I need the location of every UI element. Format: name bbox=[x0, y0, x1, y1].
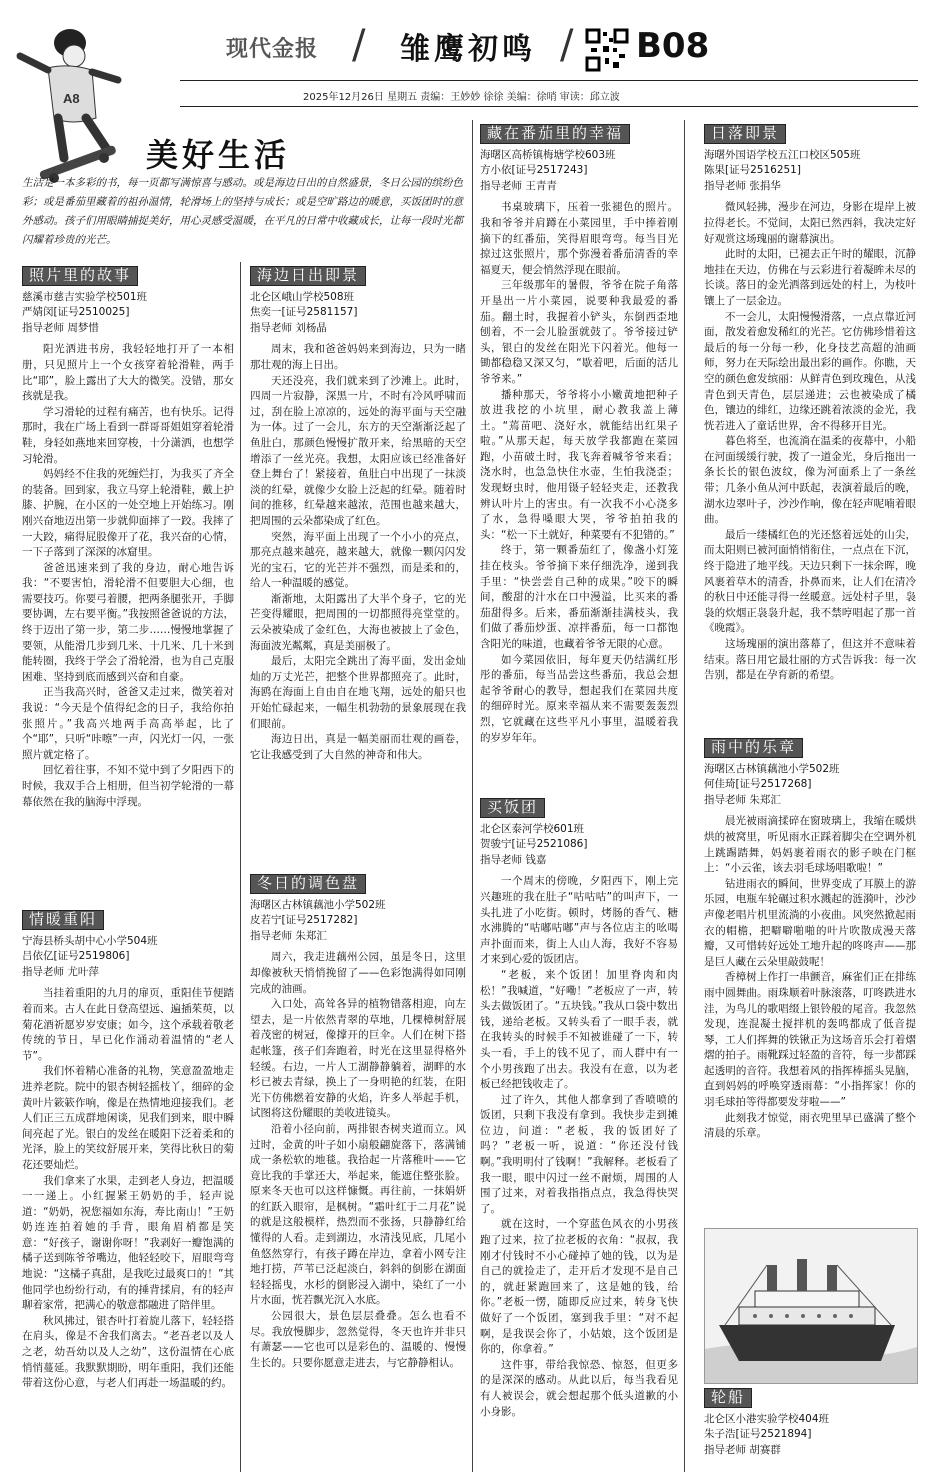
article-seaside-sunrise bbox=[250, 264, 466, 864]
article-teacher: 指导老师 胡赛群 bbox=[704, 1443, 781, 1456]
article-paragraph: 就在这时，一个穿蓝色风衣的小男孩跑了过来，拉了拉老板的衣角：“叔叔，我刚才付钱时不小心碰掉了她的钱，以为是自己的就捡走了，走开后才发现不是自己的，就赶紧跑回来了，这是她的钱，给你。”老板一愣，随即反应过来，转身飞快做好了一个饭团，塞到我手里：“对不起啊，是我误会你了，小姑娘，这个饭团是你的，你拿着。” bbox=[480, 1218, 678, 1356]
article-title: 买饭团 bbox=[480, 798, 545, 818]
article-school: 宁海县桥头胡中心小学504班 bbox=[22, 934, 158, 947]
column-rule bbox=[684, 120, 685, 1472]
article-paragraph: 渐渐地，太阳露出了大半个身子，它的光芒变得耀眼，把周围的一切都照得亮堂堂的。云朵被染成了金红色，大海也被披上了金色，海面波光粼粼，真是美丽极了。 bbox=[250, 592, 466, 652]
article-paragraph: 暮色将至，也流淌在温柔的夜幕中，小船在河面缓缓行驶，拨了一道金光，身后拖出一条长长的银色波纹，像为河面系上了一条丝带；几条小鱼从河中跃起，表演着最后的晚，湖水边翠叶子，沙沙作响，像在轻声呢喃着眼曲。 bbox=[704, 435, 916, 526]
article-paragraph: 一个周末的傍晚，夕阳西下，刚上完兴趣班的我在肚子“咕咕咕”的叫声下，一头扎进了小吃街。顿时，烤肠的香气、糖水沸腾的“咕嘟咕嘟”声与各位店主的吆喝声扑面而来，街上人山人海，我好不容易才来到心爱的饭团店。 bbox=[480, 875, 678, 966]
feature-title: 美好生活 bbox=[146, 136, 291, 174]
masthead-rule bbox=[180, 80, 918, 81]
article-paragraph: 这件事，带给我惊恐、惊怒，但更多的是深深的感动。从此以后，每当我看见有人被误会，就会想起那个低头道歉的小小身影。 bbox=[480, 1358, 678, 1418]
article-tomato-happiness bbox=[480, 122, 678, 792]
article-teacher: 指导老师 王青青 bbox=[480, 179, 557, 192]
article-title: 日落即景 bbox=[704, 124, 786, 144]
article-paragraph: 钻进雨衣的瞬间，世界变成了耳膜上的游乐园，电瓶车轮碾过积水溅起的涟漪叶，沙沙声像老唱片机里流淌的小夜曲。风突然掀起雨衣的帽檐，把噼噼啪啪的叶片吹散成漫天落瓣，又可惜转好远处工地升起的咚咚声——那是巨人藏在云朵里敲鼓呢！ bbox=[704, 877, 916, 968]
article-winter-palette bbox=[250, 872, 466, 1474]
article-school: 北仑区泰河学校601班 bbox=[480, 822, 585, 835]
article-school: 海曙区古林镇藕池小学502班 bbox=[250, 898, 386, 911]
article-buying-rice-ball bbox=[480, 796, 678, 1474]
article-paragraph: 三年级那年的暑假，爷爷在院子角落开垦出一片小菜园，说要种我最爱的番茄。翻土时，我握着小铲头，东倒西歪地刨着，不一会儿脸蛋就鼓了。爷爷接过铲头，银白的发丝在阳光下闪着光。他每一锄都稳稳又深又匀，“歇着吧，后面的活儿爷爷来。” bbox=[480, 279, 678, 385]
article-paragraph: 我们拿来了水果，走到老人身边，把温暖一一递上。小红握紧王奶奶的手，轻声说道：“奶奶，祝您福如东海，寿比南山！”王奶奶连连拍着她的手背，眼角眉梢都是笑意：“好孩子，谢谢你呀！”我剥好一瓣饱满的橘子送到陈爷爷嘴边，他轻轻咬下，眉眼弯弯地说：“这橘子真甜，是我吃过最爽口的！”其他同学也纷纷行动，有的捶背揉肩，有的轻声聊着家常，把满心的敬意都融进了陪伴里。 bbox=[22, 1174, 234, 1312]
article-paragraph: “老板，来个饭团！加里脊肉和肉松！”我喊道，“好嘞！”老板应了一声，转头去做饭团了。“五块钱。”我从口袋中数出钱，递给老板。又转头看了一眼手表，就在我转头的时候手不知被谁碰了一下，转头一看，手上的钱不见了，而人群中有一个小男孩跑了出去。我没有在意，以为老板已经把钱收走了。 bbox=[480, 968, 678, 1091]
article-paragraph: 最后一缕橘红色的光还悠着远处的山尖，而太阳则已被河面悄悄衔住，一点点在下沉，终于隐进了地平线。天边只剩下一抹余晖，晚风裹着草木的清香，扑鼻而来，让人们在清冷的秋日中还能寻得一丝暖意。远处村子里，袅袅的炊烟正袅袅升起，我不禁哼唱起了那一首《晚霞》。 bbox=[704, 528, 916, 635]
article-paragraph: 突然，海平面上出现了一个小小的亮点，那亮点越来越亮，越来越大，就像一颗闪闪发光的宝石，它的光芒并不强烈，而是柔和的，给人一种温暖的感觉。 bbox=[250, 530, 466, 590]
article-paragraph: 海边日出，真是一幅美丽而壮观的画卷，它让我感受到了大自然的神奇和伟大。 bbox=[250, 733, 466, 761]
article-school: 海曙区高桥镇梅塘学校603班 bbox=[480, 148, 616, 161]
article-paragraph: 香樟树上作打一串颤音，麻雀们正在排练雨中圆舞曲。雨珠顺着叶脉滚落，叮咚跌进水洼，为鸟儿的歌唱缀上银铃般的尾音。我忽然发现，连混凝土搅拌机的轰鸣都成了低音提琴，工人们挥舞的铁锹正为这场音乐会打着熠熠的拍子。雨靴踩过轻盈的音符，每一步都踩起透明的音符。我想着风的指挥棒摇头晃脑，直到妈妈的呼唤穿透雨幕：“小指挥家！你的羽毛球拍等得都要发芽啦——” bbox=[704, 971, 916, 1109]
ship-drawing-icon bbox=[704, 1228, 918, 1384]
article-ship bbox=[704, 1386, 916, 1472]
article-author: 严婧闵[证号2510025] bbox=[22, 306, 130, 319]
article-paragraph: 当挂着重阳的九月的扉页，重阳佳节便踏着而来。古人在此日登高望远、遍插茱萸，以菊花酒祈愿岁岁安康；如今，这个承载着敬老传统的节日，早已化作涌动着温情的“老人节”。 bbox=[22, 987, 234, 1062]
masthead-divider: / bbox=[352, 22, 366, 68]
article-title: 藏在番茄里的幸福 bbox=[480, 124, 630, 144]
article-teacher: 指导老师 张捐华 bbox=[704, 179, 781, 192]
article-paragraph: 天还没亮，我们就来到了沙滩上。此时，四周一片寂静，深黑一片，不时有冷风呼啸而过，刮在脸上凉凉的，远处的海平面与天空融为一体。过了一会儿，东方的天空渐渐泛起了鱼肚白，那颜色慢慢扩散开来，给黑暗的天空增添了一丝光亮。我想，太阳应该已经准备好登上舞台了！紧接着，鱼肚白中出现了一抹淡淡的红晕，就像少女脸上泛起的红晕。随着时间的推移，红晕越来越浓，范围也越来越大，把周围的云朵都染成了红色。 bbox=[250, 374, 466, 527]
dateline: 2025年12月26日 星期五 责编：王妙妙 徐徐 美编：徐哨 审读：邱立波 bbox=[303, 92, 620, 103]
article-paragraph: 学习滑轮的过程有痛苦，也有快乐。记得那时，我在广场上看到一群哥哥姐姐穿着轮滑鞋，身轻如燕地来回穿梭，十分潇洒，也想学习轮滑。 bbox=[22, 405, 234, 465]
article-paragraph: 爸爸迅速来到了我的身边，耐心地告诉我：“不要害怕，滑轮滑不但要胆大心细，也需要技巧。你要弓着腰，把两条腿张开，手脚要协调，左右要平衡。”我按照爸爸说的方法，终于迈出了第一步，第二步……慢慢地掌握了要领，从能滑几步到几米、十几米、几十米到能转圈，我终于学会了滑轮滑，也为自己克服困难、坚持到底而感到兴奋和自豪。 bbox=[22, 561, 234, 683]
article-title: 海边日出即景 bbox=[250, 266, 366, 286]
article-title: 冬日的调色盘 bbox=[250, 874, 366, 894]
article-paragraph: 如今菜园依旧，每年夏天仍结满红彤彤的番茄，每当品尝这些番茄，我总会想起爷爷耐心的教导，想起我们在菜园共度的细碎时光。原来幸福从来不需要轰轰烈烈，它就藏在这些平凡小事里，温暖着我的岁岁年年。 bbox=[480, 653, 678, 744]
article-paragraph: 秋风拂过，银杏叶打着旋儿落下，轻轻搭在肩头，像是不舍我们离去。“老吾老以及人之老，幼吾幼以及人之幼”，这份温情在心底悄悄蔓延。我默默期盼，明年重阳，我们还能带着这份心意，与老人们再赴一场温暖的约。 bbox=[22, 1314, 234, 1390]
article-paragraph: 我们怀着精心准备的礼物，笑意盈盈地走进养老院。院中的银杏树轻摇枝丫，细碎的金黄叶片簌簌作响，像是在热情地迎接我们。老人们正三五成群地闲谈，见我们到来，眼中瞬间亮起了光。银白的发丝在暖阳下泛着柔和的光泽，脸上的笑纹舒展开来，笑得比秋日的菊花还要灿烂。 bbox=[22, 1065, 234, 1171]
article-paragraph: 周末，我和爸爸妈妈来到海边，只为一睹那壮观的海上日出。 bbox=[250, 343, 466, 371]
article-school: 北仑区小港实验学校404班 bbox=[704, 1412, 830, 1425]
article-teacher: 指导老师 钱嘉 bbox=[480, 853, 547, 866]
article-school: 海曙区古林镇藕池小学502班 bbox=[704, 762, 840, 775]
article-paragraph: 公园很大，景色层层叠叠。怎么也看不尽。我放慢脚步，忽然觉得，冬天也许并非只有萧瑟——它也可以是彩色的、温暖的、慢慢生长的。只要你愿意走进去，与它静静相认。 bbox=[250, 1310, 466, 1369]
article-paragraph: 正当我高兴时，爸爸又走过来，微笑着对我说：“今天是个值得纪念的日子，我给你拍张照片。”我高兴地两手高高举起，比了个“耶”，只听“咔嚓”一声，闪光灯一闪，一张照片就定格了。 bbox=[22, 686, 234, 761]
article-teacher: 指导老师 朱郑汇 bbox=[250, 929, 327, 942]
column-rule bbox=[472, 120, 473, 1472]
skateboarder-illustration-icon bbox=[8, 8, 138, 198]
article-title: 情暖重阳 bbox=[22, 910, 104, 930]
article-teacher: 指导老师 尤叶萍 bbox=[22, 965, 99, 978]
article-paragraph: 妈妈经不住我的死缠烂打，为我买了齐全的装备。回到家，我立马穿上轮滑鞋，戴上护膝、护腕，在小区的一处空地上开始练习。刚刚兴奋地迈出第一步就仰面摔了一跤。我摔了一大跤，痛得屁股像开了花，我兴奋的心情，一下子落到了深深的冰窟里。 bbox=[22, 468, 234, 559]
article-paragraph: 周六，我走进藕州公园，虽是冬日，这里却像被秋天悄悄挽留了——色彩饱满得如同刚完成的油画。 bbox=[250, 951, 466, 995]
article-title: 轮船 bbox=[704, 1388, 752, 1408]
article-paragraph: 沿着小径向前，两排银杏树夹道而立。风过时，金黄的叶子如小扇般翩旋落下，落满铺成一条松软的地毯。我拾起一片落稚叶——它竟比我的手掌还大，举起来，能遮住整张脸。原来冬天也可以这样慷慨。再往前，一抹娟妍的红跃入眼帘，是枫树。“霜叶红于二月花”说的就是这般模样，热烈而不张扬，只静静红给懂得的人看。走到湖边，水清浅见底，几尾小鱼悠然穿行，有孩子蹲在岸边，拿着小网专注地打捞，芦苇已泛起淡白，斜斜的倒影在湖面轻轻摇曳，水杉的倒影浸入湖中，染红了一小片水面，恍若飘光沉入水底。 bbox=[250, 1122, 466, 1307]
article-title: 雨中的乐章 bbox=[704, 738, 803, 758]
feature-intro: 生活是一本多彩的书，每一页都写满惊喜与感动。或是海边日出的自然盛景，冬日公园的缤纷色彩；或是番茄里藏着的祖孙温情，轮滑场上的坚持与成长；或是空旷路边的暖意，买饭团时的意外感动。孩子们用眼睛捕捉美好，用心灵感受温暖，在平凡的日常中收藏成长，让每一段时光都闪耀着珍贵的光芒。 bbox=[22, 177, 463, 246]
article-author: 吕依亿[证号2519806] bbox=[22, 950, 130, 963]
qr-code-icon bbox=[585, 28, 629, 72]
article-paragraph: 晨光被雨滴揉碎在窗玻璃上，我缩在暖烘烘的被窝里，听见雨水正踩着脚尖在空调外机上跳踢踏舞，妈妈裹着雨衣的影子映在门框上：“小云雀，该去羽毛球场唱歌啦！” bbox=[704, 815, 916, 875]
article-author: 何佳琦[证号2517268] bbox=[704, 778, 812, 791]
article-warm-double-ninth bbox=[22, 908, 234, 1474]
article-paragraph: 书桌玻璃下，压着一张褪色的照片。我和爷爷并肩蹲在小菜园里，手中捧着刚摘下的红番茄，笑得眉眼弯弯。每当目光掠过这张照片，那个弥漫着番茄清香的幸福夏天，便会悄然浮现在眼前。 bbox=[480, 201, 678, 276]
article-title: 照片里的故事 bbox=[22, 266, 138, 286]
article-rain-movement bbox=[704, 736, 916, 1220]
section-title: 雏鹰初鸣 bbox=[400, 32, 536, 67]
article-author: 焦奕一[证号2581157] bbox=[250, 306, 358, 319]
paper-name: 现代金报 bbox=[226, 37, 319, 62]
article-paragraph: 这场瑰丽的演出落幕了，但这并不意味着结束。落日用它最壮丽的方式告诉我：每一次告别，都是在孕育新的希望。 bbox=[704, 638, 916, 682]
article-sunset-scene bbox=[704, 122, 916, 732]
article-paragraph: 阳光洒进书房，我轻轻地打开了一本相册，只见照片上一个女孩穿着轮滑鞋，两手比“耶”，脸上露出了大大的微笑。没错，那女孩就是我。 bbox=[22, 343, 234, 403]
page-number: B08 bbox=[636, 26, 710, 66]
article-teacher: 指导老师 周梦惜 bbox=[22, 321, 99, 334]
article-paragraph: 最后，太阳完全跳出了海平面，发出金灿灿的万丈光芒，把整个世界都照亮了。此时，海鸥在海面上自由自在地飞翔，远处的船只也开始忙碌起来，一幅生机勃勃的景象展现在我们眼前。 bbox=[250, 655, 466, 730]
article-paragraph: 此时的太阳，已褪去正午时的耀眼，沉静地挂在天边，仿佛在与云彩进行着凝眸未尽的长谈。落日的金光洒落到远处的村上，为枝叶镶上了一层金边。 bbox=[704, 248, 916, 307]
article-teacher: 指导老师 朱郑汇 bbox=[704, 793, 781, 806]
article-paragraph: 播种那天，爷爷将小小嫩黄地把种子放进我挖的小坑里，耐心教我盖上薄土。“蔫苗吧、浇好水，就能结出红果子啦。”从那天起，每天放学我都跑在菜园跑，小苗破土时，我飞奔着喊爷爷来看；浇水时，也急急快住水壶，生怕我浇歪；发现蚜虫时，他用镊子轻轻夹走，还教我辨认叶片上的害虫。有一次我不小心浇多了水，急得嗓眼大哭，爷爷拍拍我的头：“松一下土就好，种菜要有不犯错的。” bbox=[480, 388, 678, 541]
article-author: 皮若宁[证号2517282] bbox=[250, 914, 358, 927]
article-photo-story bbox=[22, 264, 234, 904]
column-rule bbox=[240, 262, 241, 1472]
article-school: 北仑区峨山学校508班 bbox=[250, 290, 355, 303]
article-school: 慈溪市慈吉实验学校501班 bbox=[22, 290, 148, 303]
article-author: 贺骏宁[证号2521086] bbox=[480, 838, 588, 851]
article-author: 朱子浩[证号2521894] bbox=[704, 1428, 812, 1441]
article-school: 海曙外国语学校五江口校区505班 bbox=[704, 148, 861, 161]
article-teacher: 指导老师 刘杨晶 bbox=[250, 321, 327, 334]
article-author: 陈果[证号2516251] bbox=[704, 164, 801, 177]
masthead-divider: / bbox=[560, 22, 574, 68]
article-paragraph: 此刻我才惊觉，雨衣兜里早已盛满了整个清晨的乐章。 bbox=[704, 1111, 916, 1140]
article-paragraph: 回忆着往事，不知不觉中到了夕阳西下的时候，我双手合上相册，但当初学轮滑的一幕幕依然在我的脑海中浮现。 bbox=[22, 764, 234, 808]
article-paragraph: 微风轻拂，漫步在河边，身影在堤岸上被拉得老长。不觉间，太阳已然西斜，我决定好好观赏这场瑰丽的谢幕演出。 bbox=[704, 201, 916, 245]
article-paragraph: 终于，第一颗番茄红了，像盏小灯笼挂在枝头。爷爷摘下来仔细洗净，递到我手里：“快尝尝自己种的成果。”咬下的瞬间，酸甜的汁水在口中漫溢，比买来的番茄甜得多。后来，番茄渐渐挂满枝头，我们做了番茄炒蛋、凉拌番茄，每一口都饱含阳光的味道，也藏着爷爷无限的心意。 bbox=[480, 544, 678, 650]
skater-jersey-number: A8 bbox=[63, 91, 80, 106]
article-paragraph: 过了许久，其他人都拿到了香喷喷的饭团，只剩下我没有拿到。我快步走到摊位边，问道：“老板，我的饭团好了吗？”老板一听，说道：“你还没付钱啊。”我明明付了钱啊！”我解释。老板看了我一眼，眼中闪过一丝不耐烦，周围的人围了过来，对着我指指点点，我急得快哭了。 bbox=[480, 1093, 678, 1215]
article-paragraph: 不一会儿，太阳慢慢滑落，一点点靠近河面，散发着愈发稀红的光芒。它仿佛珍惜着这最后的每一分每一秒，化身技艺高超的油画师，努力在天际绘出最出彩的画作。你瞧，天空的颜色愈发缤丽：从鲜青色到玫瑰色，从浅青色到天青色，层层递进；云也被染成了橘色，镶边的绯红，边缘还跳着浓淡的金光，我恍若进入了童话世界，舍不得移开目光。 bbox=[704, 310, 916, 432]
article-paragraph: 入口处，高耸各异的植物错落相迎，向左望去，是一片依然青翠的草地，几棵樟树舒展着茂密的树冠，像撑开的巨伞。人们在树下搭起帐篷，孩子们奔跑着，时光在这里显得格外轻缓。右边，一片人工湖静静躺着，湖畔的水杉已被去青绿，换上了一身明艳的红装，在阳光下仿佛燃着安静的火焰，许多人举起手机，试图将这份耀眼的美收进镜头。 bbox=[250, 998, 466, 1120]
masthead-rule bbox=[180, 106, 918, 107]
article-author: 方小依[证号2517243] bbox=[480, 164, 588, 177]
